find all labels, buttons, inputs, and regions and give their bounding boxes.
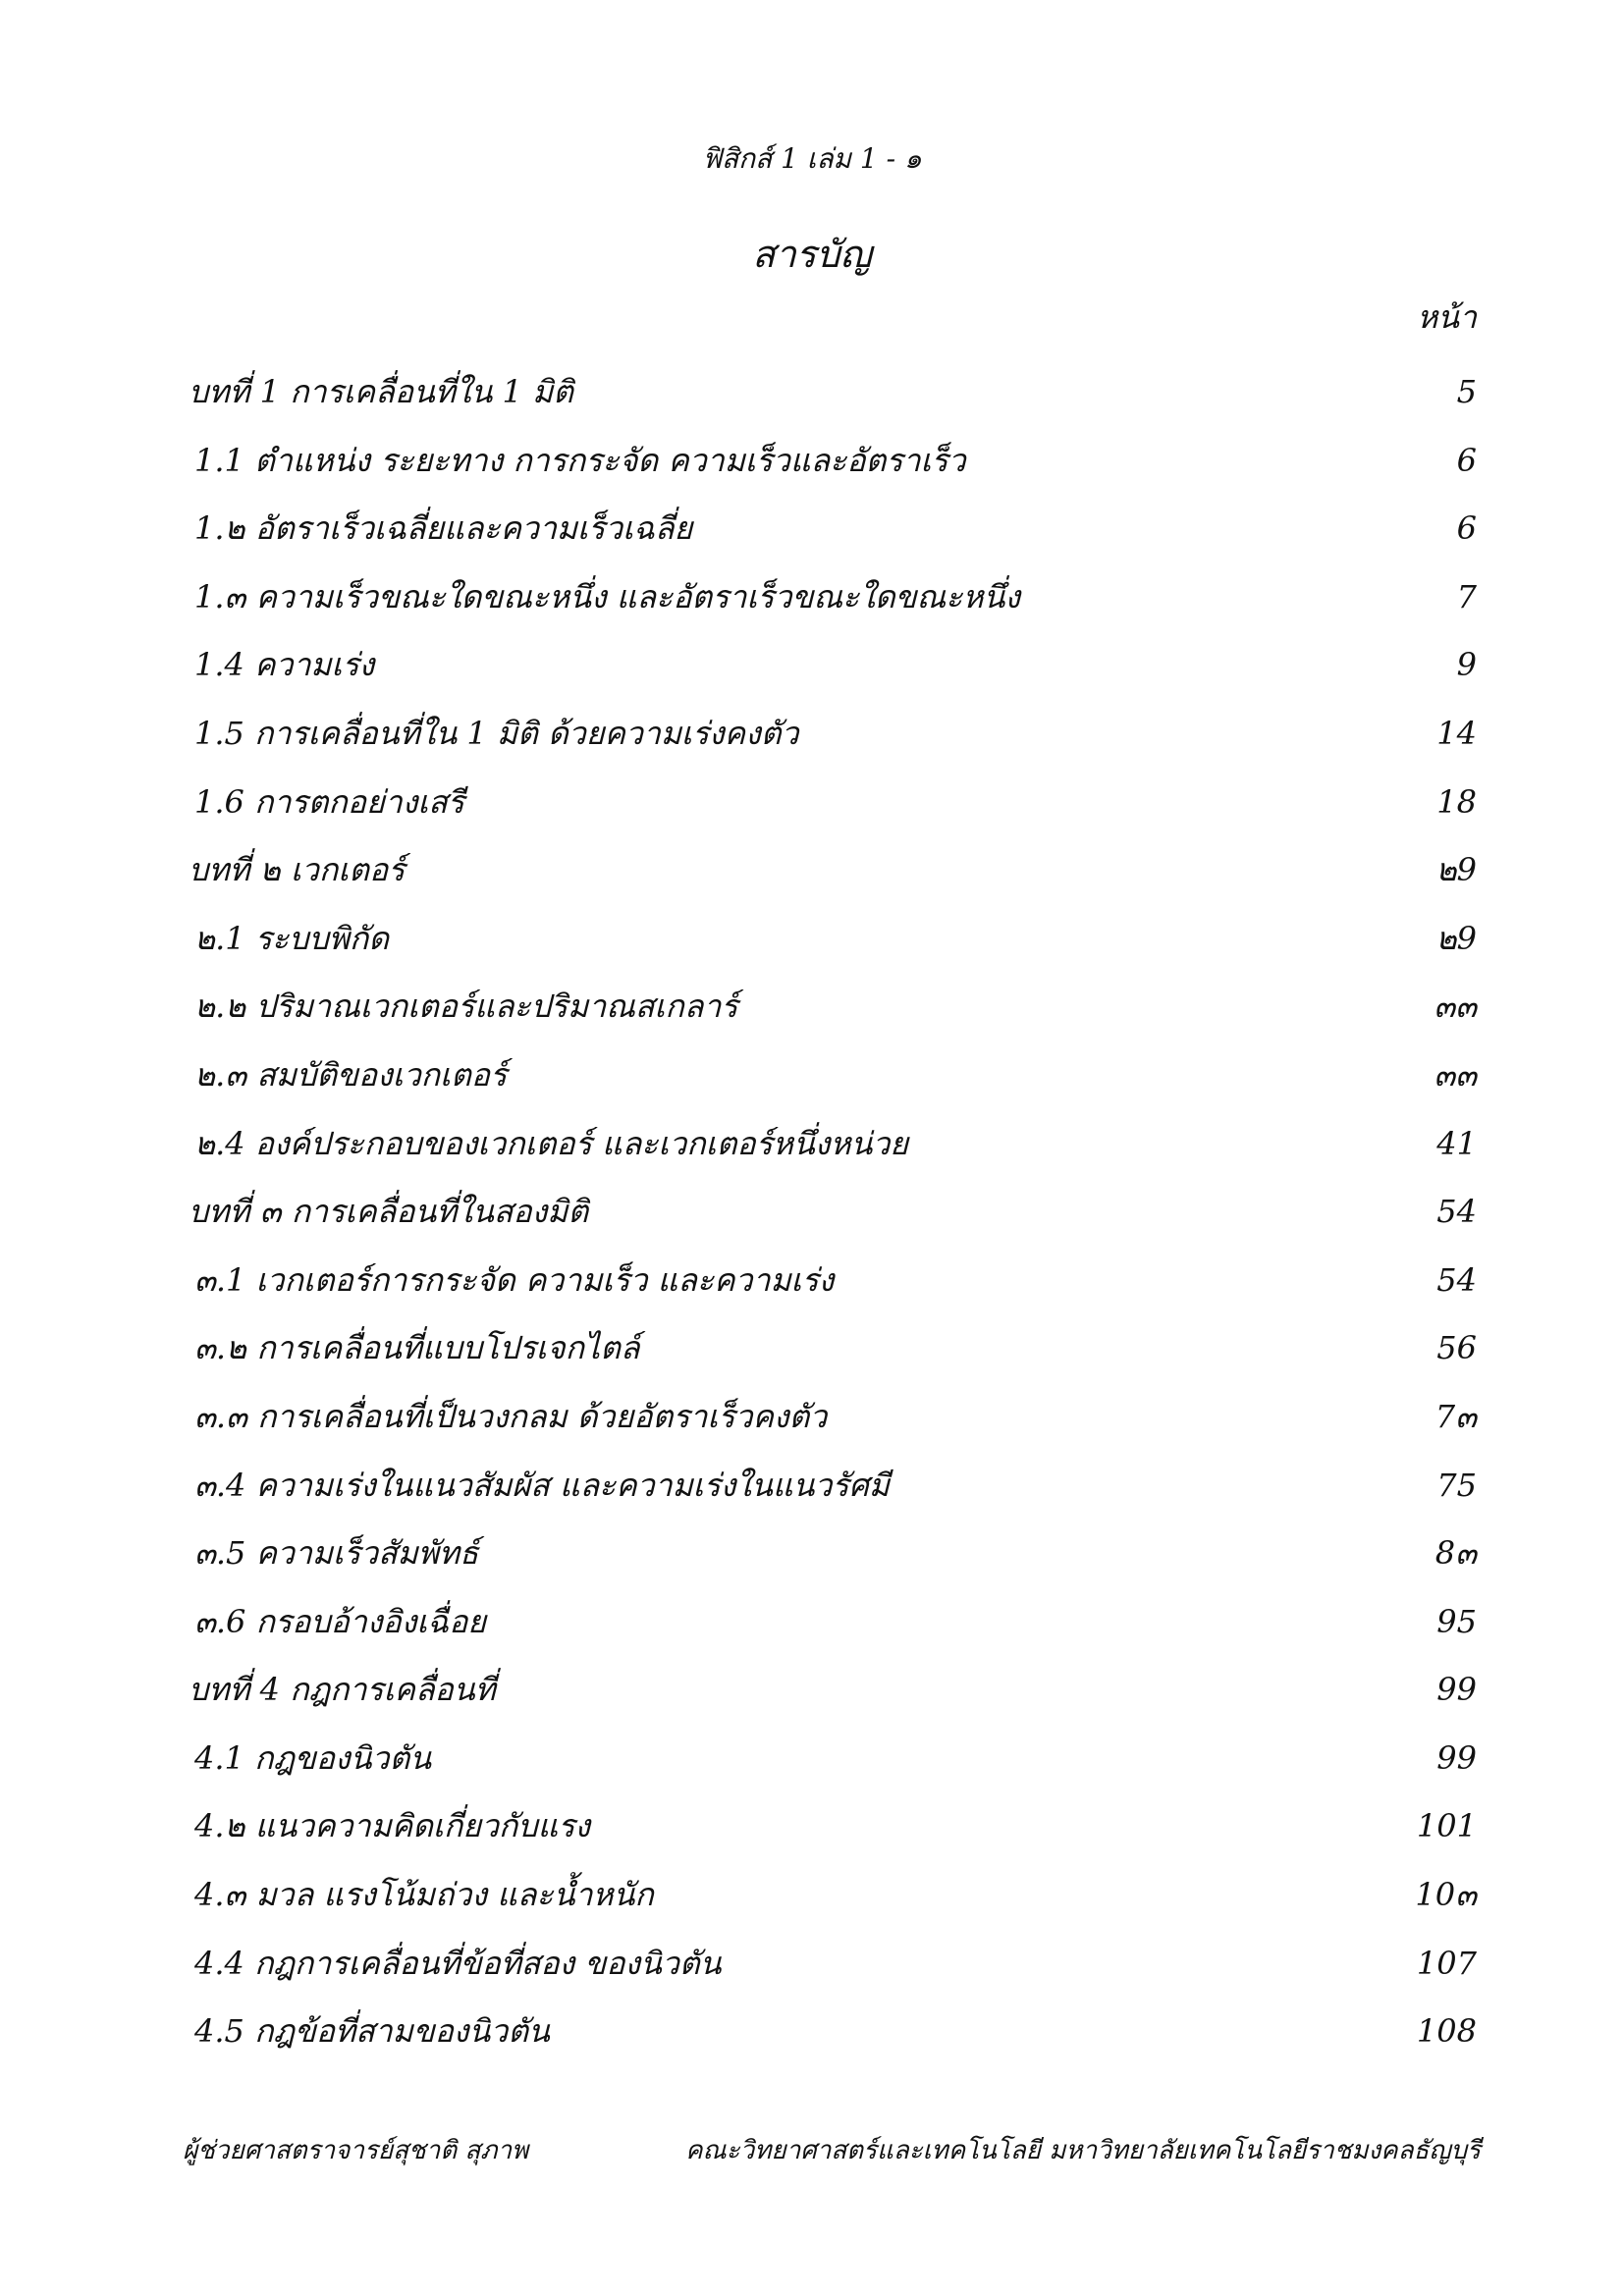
toc-entry-title: 1.๓ ความเร็วขณะใดขณะหนึ่ง และอัตราเร็วขณะใดขณะหนึ่ง: [194, 577, 1020, 615]
toc-section-entry: [189, 1110, 1477, 1179]
toc-entry-title: 1.๒ อัตราเร็วเฉลี่ยและความเร็วเฉลี่ย: [194, 509, 693, 548]
toc-section-entry: [189, 1041, 1477, 1110]
toc-entry-title: ๓.๓ การเคลื่อนที่เป็นวงกลม ด้วยอัตราเร็วคงตัว: [194, 1397, 828, 1435]
toc-section-entry: [189, 427, 1477, 496]
toc-entry-page: 14: [1436, 714, 1477, 752]
toc-section-entry: [189, 1520, 1477, 1588]
toc-entry-title: บทที่ ๒ เวกเตอร์: [189, 851, 406, 889]
toc-entry-title: ๒.๒ ปริมาณเวกเตอร์และปริมาณสเกลาร์: [194, 988, 738, 1026]
toc-entry-page: 108: [1416, 2012, 1477, 2051]
toc-entry-page: 101: [1416, 1807, 1477, 1845]
toc-section-entry: [189, 700, 1477, 769]
toc-section-entry: [189, 1998, 1477, 2066]
toc-section-entry: [189, 1930, 1477, 1999]
toc-section-entry: [189, 1588, 1477, 1657]
toc-entry-title: 4.1 กฎของนิวตัน: [194, 1738, 432, 1777]
toc-chapter-entry: [189, 1656, 1477, 1725]
toc-section-entry: [189, 1314, 1477, 1383]
toc-entry-page: ๓๓: [1434, 988, 1477, 1026]
toc-section-entry: [189, 973, 1477, 1041]
toc-entry-page: 7: [1456, 577, 1477, 615]
toc-entry-page: 8๓: [1435, 1534, 1477, 1573]
toc-entry-page: ๒9: [1435, 851, 1477, 889]
toc-section-entry: [189, 1452, 1477, 1521]
toc-entry-title: ๒.4 องค์ประกอบของเวกเตอร์ และเวกเตอร์หนึ่งหน่วย: [194, 1124, 909, 1162]
toc-entry-title: 4.4 กฎการเคลื่อนที่ข้อที่สอง ของนิวตัน: [194, 1944, 722, 1982]
toc-list: [189, 358, 1477, 2066]
toc-section-entry: [189, 1861, 1477, 1930]
toc-section-entry: [189, 1247, 1477, 1315]
toc-title: สารบัญ: [752, 233, 872, 276]
toc-entry-page: 54: [1436, 1260, 1477, 1299]
toc-section-entry: [189, 1725, 1477, 1793]
toc-entry-title: ๓.4 ความเร่งในแนวสัมผัส และความเร่งในแนวรัศมี: [194, 1466, 890, 1504]
toc-entry-title: ๓.๒ การเคลื่อนที่แบบโปรเจกไตล์: [194, 1329, 640, 1367]
toc-entry-page: 107: [1416, 1944, 1477, 1982]
toc-section-entry: [189, 563, 1477, 632]
toc-entry-title: ๒.1 ระบบพิกัด: [194, 919, 390, 957]
toc-chapter-entry: [189, 358, 1477, 427]
running-header: ฟิสิกส์ 1 เล่ม 1 - ๑: [702, 142, 922, 175]
toc-entry-title: 4.๒ แนวความคิดเกี่ยวกับแรง: [194, 1807, 591, 1845]
toc-chapter-entry: [189, 1178, 1477, 1247]
toc-entry-title: ๓.6 กรอบอ้างอิงเฉื่อย: [194, 1602, 487, 1640]
toc-entry-page: ๓๓: [1434, 1055, 1477, 1094]
toc-entry-title: บทที่ ๓ การเคลื่อนที่ในสองมิติ: [189, 1193, 589, 1231]
toc-entry-page: 56: [1436, 1329, 1477, 1367]
toc-entry-title: 1.5 การเคลื่อนที่ใน 1 มิติ ด้วยความเร่งคงตัว: [194, 714, 799, 752]
toc-entry-title: บทที่ 1 การเคลื่อนที่ใน 1 มิติ: [189, 373, 573, 410]
toc-section-entry: [189, 631, 1477, 700]
toc-entry-page: 5: [1456, 373, 1477, 410]
toc-entry-title: 4.5 กฎข้อที่สามของนิวตัน: [194, 2012, 550, 2051]
toc-entry-page: 99: [1436, 1738, 1477, 1777]
toc-entry-page: 6: [1456, 509, 1477, 548]
footer-author: ผู้ช่วยศาสตราจารย์สุชาติ สุภาพ: [183, 2136, 529, 2165]
toc-entry-page: 41: [1436, 1124, 1477, 1162]
toc-entry-page: ๒9: [1435, 919, 1477, 957]
toc-section-entry: [189, 905, 1477, 974]
toc-entry-page: 7๓: [1435, 1397, 1477, 1435]
toc-entry-title: 1.1 ตำแหน่ง ระยะทาง การกระจัด ความเร็วและอัตราเร็ว: [194, 441, 966, 479]
toc-entry-title: 4.๓ มวล แรงโน้มถ่วง และน้ำหนัก: [194, 1876, 654, 1914]
toc-entry-page: 75: [1436, 1466, 1477, 1504]
toc-section-entry: [189, 1792, 1477, 1861]
toc-entry-page: 10๓: [1415, 1876, 1477, 1914]
toc-entry-page: 9: [1456, 646, 1477, 684]
toc-entry-title: 1.6 การตกอย่างเสรี: [194, 782, 464, 821]
toc-entry-page: 6: [1456, 441, 1477, 479]
toc-entry-title: ๒.๓ สมบัติของเวกเตอร์: [194, 1055, 508, 1094]
toc-entry-page: 95: [1436, 1602, 1477, 1640]
toc-entry-page: 18: [1436, 782, 1477, 821]
footer-institution: คณะวิทยาศาสตร์และเทคโนโลยี มหาวิทยาลัยเทคโนโลยีราชมงคลธัญบุรี: [685, 2136, 1481, 2165]
toc-entry-title: ๓.1 เวกเตอร์การกระจัด ความเร็ว และความเร่ง: [194, 1260, 835, 1299]
toc-entry-page: 99: [1436, 1671, 1477, 1709]
toc-chapter-entry: [189, 836, 1477, 905]
footer: [183, 2130, 1481, 2169]
toc-section-entry: [189, 495, 1477, 563]
toc-section-entry: [189, 769, 1477, 837]
toc-entry-title: บทที่ 4 กฎการเคลื่อนที่: [189, 1671, 496, 1709]
toc-section-entry: [189, 1383, 1477, 1452]
toc-entry-title: 1.4 ความเร่ง: [194, 646, 375, 684]
page-column-label: หน้า: [1417, 298, 1477, 336]
toc-entry-title: ๓.5 ความเร็วสัมพัทธ์: [194, 1534, 479, 1573]
toc-entry-page: 54: [1436, 1193, 1477, 1231]
